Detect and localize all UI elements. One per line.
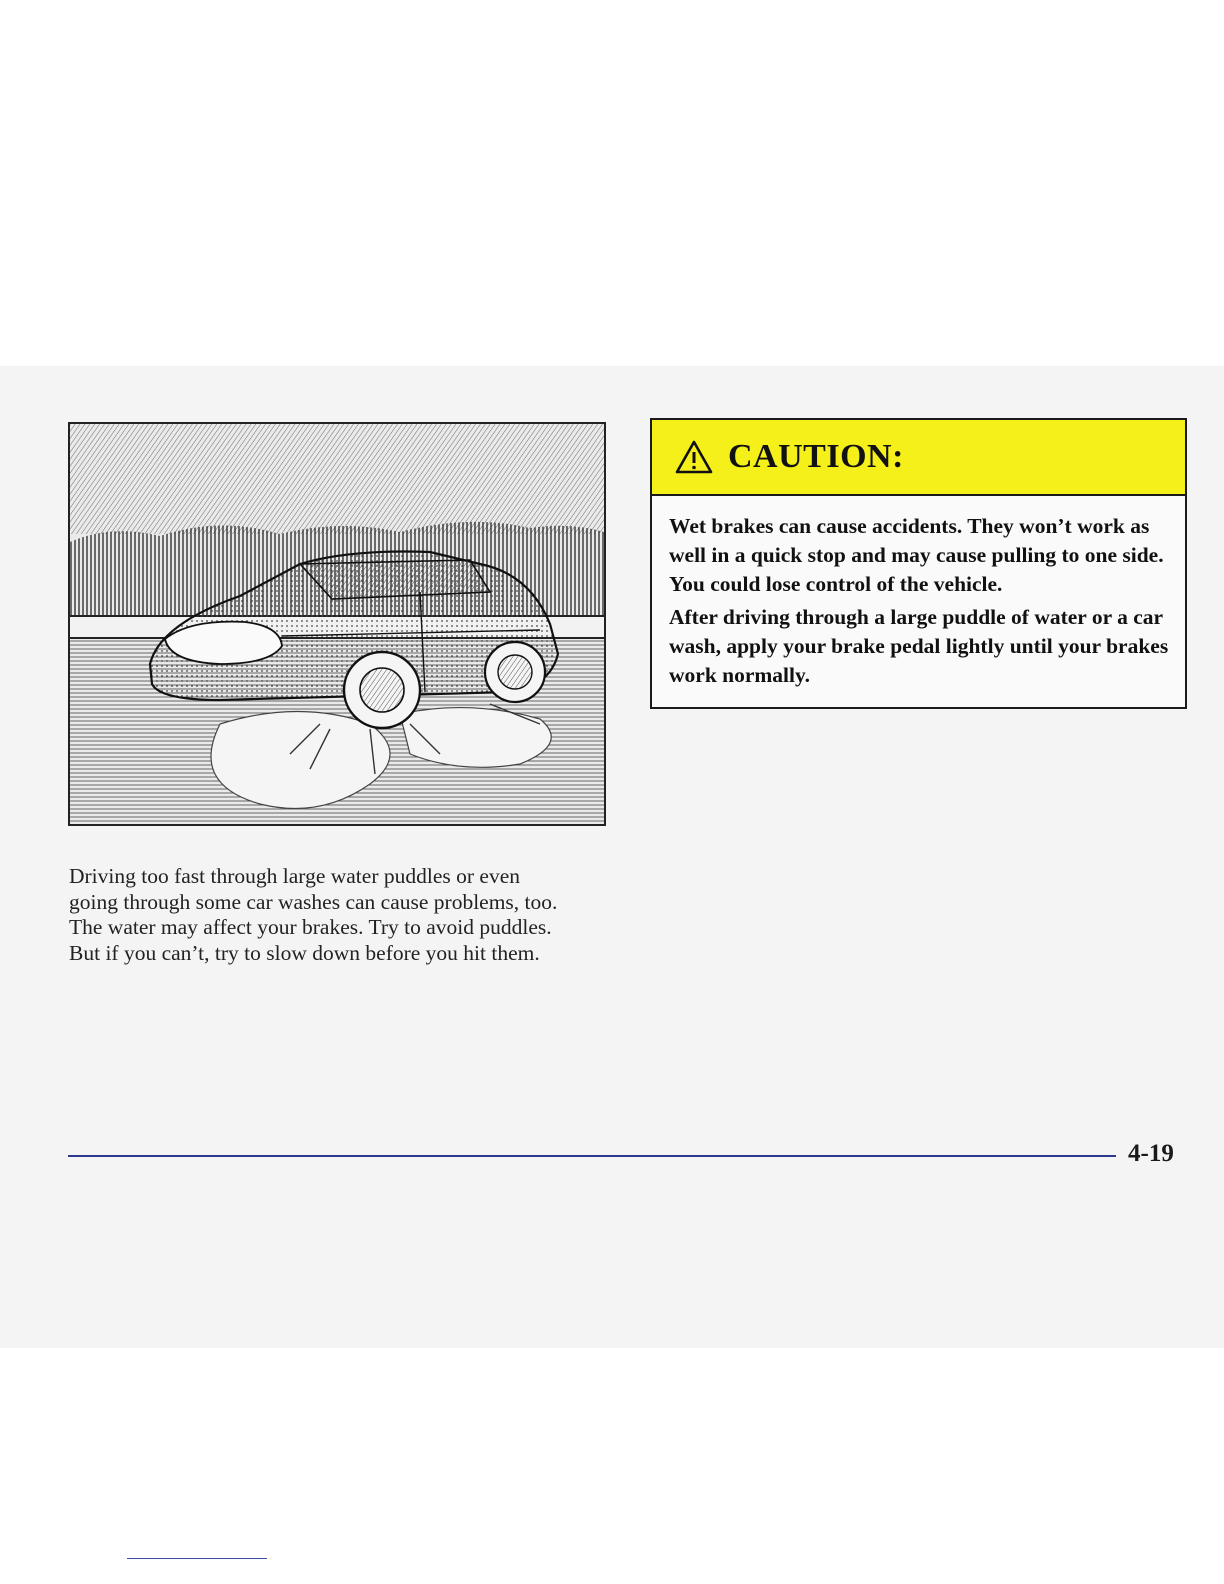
body-line: Driving too fast through large water puddles or even bbox=[69, 864, 520, 888]
body-line: The water may affect your brakes. Try to avoid puddles. bbox=[69, 915, 552, 939]
body-paragraph bbox=[69, 864, 629, 966]
car-puddle-illustration bbox=[68, 422, 606, 826]
caution-paragraph-2: After driving through a large puddle of water or a car wash, apply your brake pedal lightly until your brakes work normally. bbox=[669, 605, 1169, 687]
caution-paragraph-1: Wet brakes can cause accidents. They won’t work as well in a quick stop and may cause pulling to one side. You could lose control of the vehicle. bbox=[669, 514, 1164, 596]
body-line: going through some car washes can cause problems, too. bbox=[69, 889, 558, 914]
page-number: 4-19 bbox=[1128, 1140, 1174, 1167]
bottom-mark bbox=[127, 1558, 267, 1559]
caution-header bbox=[652, 420, 1185, 496]
caution-box bbox=[650, 418, 1187, 709]
caution-body bbox=[652, 496, 1185, 690]
caution-title: CAUTION: bbox=[728, 438, 904, 475]
footer-rule bbox=[68, 1155, 1116, 1157]
body-line: But if you can’t, try to slow down before you hit them. bbox=[69, 940, 540, 965]
warning-triangle-icon bbox=[674, 439, 714, 475]
